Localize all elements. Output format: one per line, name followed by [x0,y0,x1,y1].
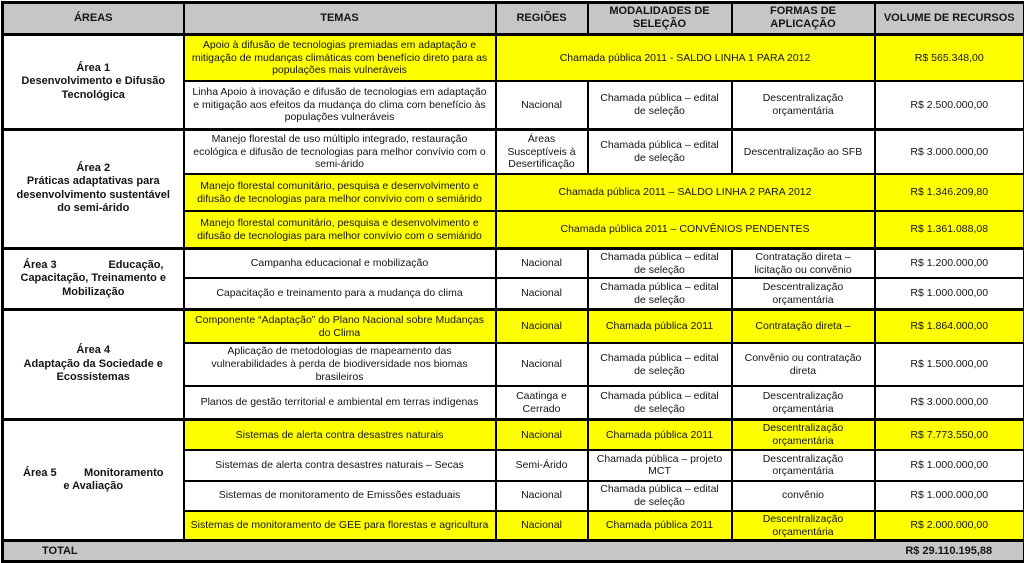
regiao-cell: Nacional [496,81,588,129]
volume-cell: R$ 3.000.000,00 [875,386,1024,420]
volume-cell: R$ 7.773.550,00 [875,420,1024,450]
table-row [3,129,1024,174]
tema-cell: Aplicação de metodologias de mapeamento das vulnerabilidades à perda de biodiversidade nos biomas brasileiros [184,343,496,385]
area-subtitle: Práticas adaptativas para desenvolvimento sustentável do semi-árido [9,175,178,215]
regiao-cell: Caatinga e Cerrado [496,386,588,420]
regiao-cell: Nacional [496,511,588,541]
merged-selection-cell: Chamada pública 2011 – CONVÊNIOS PENDENTES [496,211,875,248]
tema-cell: Manejo florestal comunitário, pesquisa e desenvolvimento e difusão de tecnologias para melhor convívio com o semiárido [184,174,496,211]
tema-cell: Capacitação e treinamento para a mudança do clima [184,278,496,309]
volume-cell: R$ 1.000.000,00 [875,450,1024,481]
regiao-cell: Nacional [496,248,588,278]
modalidade-cell: Chamada pública 2011 [588,309,732,343]
forma-cell: Descentralização orçamentária [732,511,875,541]
tema-cell: Sistemas de alerta contra desastres naturais – Secas [184,450,496,481]
forma-cell: Descentralização orçamentária [732,278,875,309]
column-header-regioes: REGIÕES [496,3,588,35]
forma-cell: convênio [732,481,875,511]
column-header-volume: VOLUME DE RECURSOS [875,3,1024,35]
tema-cell: Linha Apoio à inovação e difusão de tecnologias em adaptação e mitigação aos efeitos da mudança do clima com benefício às populações vulneráveis [184,81,496,129]
tema-cell: Campanha educacional e mobilização [184,248,496,278]
table-row [3,248,1024,278]
regiao-cell: Nacional [496,278,588,309]
regiao-cell: Nacional [496,481,588,511]
modalidade-cell: Chamada pública – projeto MCT [588,450,732,481]
volume-cell: R$ 565.348,00 [875,34,1024,81]
area-3-cell [3,248,184,309]
volume-cell: R$ 1.361.088,08 [875,211,1024,248]
column-header-modalidades: MODALIDADES DE SELEÇÃO [588,3,732,35]
total-row [3,541,1024,562]
area-title: Área 4 [9,344,178,357]
volume-cell: R$ 1.500.000,00 [875,343,1024,385]
area-title-right: Educação, [108,259,163,272]
tema-cell: Sistemas de alerta contra desastres naturais [184,420,496,450]
modalidade-cell: Chamada pública – edital de seleção [588,278,732,309]
modalidade-cell: Chamada pública – edital de seleção [588,386,732,420]
area-subtitle: e Avaliação [9,480,178,493]
column-header-areas: ÁREAS [3,3,184,35]
area-4-cell [3,309,184,419]
area-title: Área 5 [23,467,57,480]
modalidade-cell: Chamada pública – edital de seleção [588,129,732,174]
volume-cell: R$ 3.000.000,00 [875,129,1024,174]
total-value: R$ 29.110.195,88 [875,541,1024,562]
volume-cell: R$ 2.000.000,00 [875,511,1024,541]
column-header-temas: TEMAS [184,3,496,35]
tema-cell: Componente “Adaptação” do Plano Nacional sobre Mudanças do Clima [184,309,496,343]
modalidade-cell: Chamada pública 2011 [588,511,732,541]
area-2-cell [3,129,184,248]
table-row [3,34,1024,81]
area-1-cell [3,34,184,129]
area-title: Área 1 [9,62,178,75]
regiao-cell: Nacional [496,343,588,385]
forma-cell: Contratação direta – [732,309,875,343]
modalidade-cell: Chamada pública – edital de seleção [588,248,732,278]
area-subtitle: Capacitação, Treinamento e Mobilização [9,272,178,299]
volume-cell: R$ 1.000.000,00 [875,278,1024,309]
volume-cell: R$ 1.864.000,00 [875,309,1024,343]
volume-cell: R$ 1.000.000,00 [875,481,1024,511]
table-row [3,420,1024,450]
modalidade-cell: Chamada pública – edital de seleção [588,481,732,511]
volume-cell: R$ 1.200.000,00 [875,248,1024,278]
total-label: TOTAL [3,541,875,562]
modalidade-cell: Chamada pública 2011 [588,420,732,450]
area-subtitle: Adaptação da Sociedade e Ecossistemas [9,358,178,385]
tema-cell: Manejo florestal de uso múltiplo integrado, restauração ecológica e difusão de tecnologias para melhor convívio com o semi-árido [184,129,496,174]
modalidade-cell: Chamada pública – edital de seleção [588,81,732,129]
forma-cell: Convênio ou contratação direta [732,343,875,385]
regiao-cell: Semi-Árido [496,450,588,481]
area-title: Área 2 [9,162,178,175]
forma-cell: Descentralização orçamentária [732,81,875,129]
forma-cell: Contratação direta – licitação ou convênio [732,248,875,278]
regiao-cell: Áreas Susceptíveis à Desertificação [496,129,588,174]
column-header-formas: FORMAS DE APLICAÇÃO [732,3,875,35]
forma-cell: Descentralização orçamentária [732,450,875,481]
tema-cell: Planos de gestão territorial e ambiental em terras indígenas [184,386,496,420]
modalidade-cell: Chamada pública – edital de seleção [588,343,732,385]
tema-cell: Apoio à difusão de tecnologias premiadas em adaptação e mitigação de mudanças climáticas com benefício direto para as populações mais vulneráveis [184,34,496,81]
volume-cell: R$ 2.500.000,00 [875,81,1024,129]
merged-selection-cell: Chamada pública 2011 – SALDO LINHA 2 PARA 2012 [496,174,875,211]
area-5-cell [3,420,184,541]
volume-cell: R$ 1.346.209,80 [875,174,1024,211]
area-subtitle: Desenvolvimento e Difusão Tecnológica [9,75,178,102]
area-title-right: Monitoramento [84,467,163,480]
forma-cell: Descentralização ao SFB [732,129,875,174]
forma-cell: Descentralização orçamentária [732,420,875,450]
table-row [3,309,1024,343]
area-title: Área 3 [23,259,57,272]
funding-table [1,1,1024,563]
tema-cell: Manejo florestal comunitário, pesquisa e desenvolvimento e difusão de tecnologias para melhor convívio com o semiárido [184,211,496,248]
forma-cell: Descentralização orçamentária [732,386,875,420]
tema-cell: Sistemas de monitoramento de Emissões estaduais [184,481,496,511]
header-row [3,3,1024,35]
regiao-cell: Nacional [496,420,588,450]
merged-selection-cell: Chamada pública 2011 - SALDO LINHA 1 PARA 2012 [496,34,875,81]
regiao-cell: Nacional [496,309,588,343]
tema-cell: Sistemas de monitoramento de GEE para florestas e agricultura [184,511,496,541]
